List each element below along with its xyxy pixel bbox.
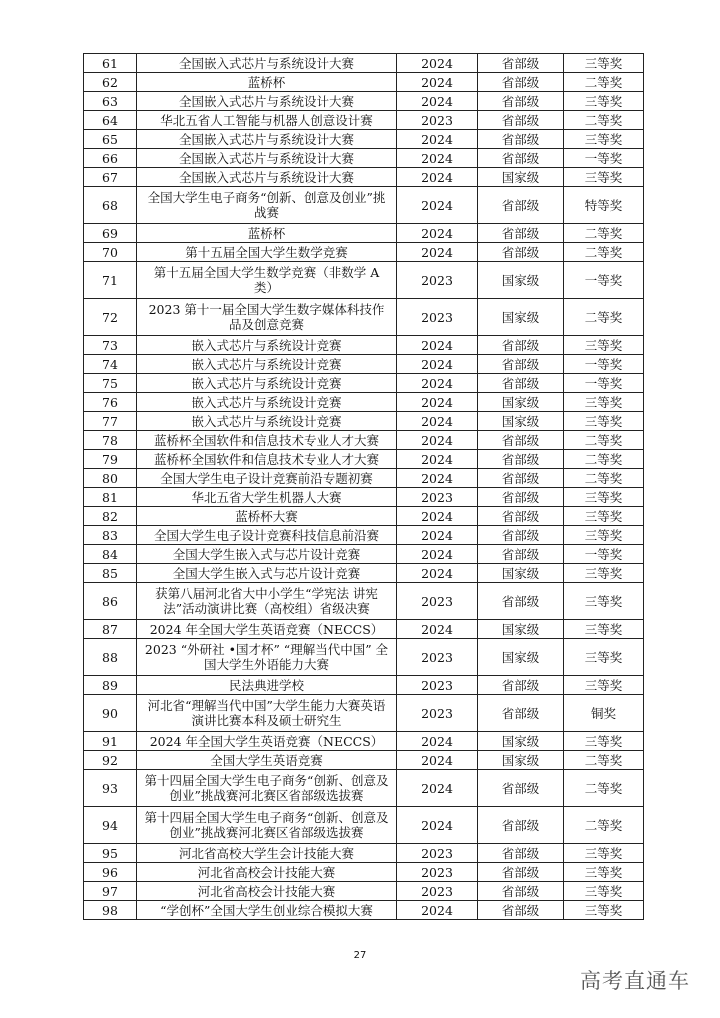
- row-number-cell: 88: [84, 639, 137, 676]
- table-row: [84, 770, 644, 807]
- level-cell: 省部级: [478, 844, 564, 863]
- competition-name-cell: 蓝桥杯: [137, 224, 397, 243]
- award-cell: 三等奖: [564, 620, 644, 639]
- level-cell: 省部级: [478, 583, 564, 620]
- year-cell: 2024: [397, 374, 478, 393]
- award-cell: 三等奖: [564, 336, 644, 355]
- level-cell: 国家级: [478, 639, 564, 676]
- awards-table-body: [84, 54, 644, 920]
- level-cell: 省部级: [478, 54, 564, 73]
- competition-name-cell: 第十四届全国大学生电子商务“创新、创意及创业”挑战赛河北赛区省部级选拔赛: [137, 770, 397, 807]
- competition-name-cell: 2023 第十一届全国大学生数字媒体科技作品及创意竞赛: [137, 299, 397, 336]
- year-cell: 2023: [397, 695, 478, 732]
- level-cell: 国家级: [478, 412, 564, 431]
- competition-name-cell: 全国大学生电子设计竞赛科技信息前沿赛: [137, 526, 397, 545]
- award-cell: 三等奖: [564, 92, 644, 111]
- year-cell: 2024: [397, 130, 478, 149]
- table-row: [84, 469, 644, 488]
- competition-name-cell: 全国大学生电子设计竞赛前沿专题初赛: [137, 469, 397, 488]
- year-cell: 2023: [397, 262, 478, 299]
- award-cell: 二等奖: [564, 751, 644, 770]
- table-row: [84, 676, 644, 695]
- row-number-cell: 71: [84, 262, 137, 299]
- row-number-cell: 87: [84, 620, 137, 639]
- level-cell: 省部级: [478, 469, 564, 488]
- award-cell: 三等奖: [564, 732, 644, 751]
- year-cell: 2024: [397, 770, 478, 807]
- table-row: [84, 111, 644, 130]
- row-number-cell: 95: [84, 844, 137, 863]
- competition-name-cell: 2024 年全国大学生英语竞赛（NECCS）: [137, 620, 397, 639]
- row-number-cell: 97: [84, 882, 137, 901]
- award-cell: 二等奖: [564, 224, 644, 243]
- level-cell: 省部级: [478, 130, 564, 149]
- year-cell: 2024: [397, 564, 478, 583]
- year-cell: 2024: [397, 507, 478, 526]
- table-row: [84, 336, 644, 355]
- award-cell: 三等奖: [564, 564, 644, 583]
- level-cell: 省部级: [478, 676, 564, 695]
- year-cell: 2024: [397, 224, 478, 243]
- award-cell: 三等奖: [564, 901, 644, 920]
- year-cell: 2023: [397, 639, 478, 676]
- row-number-cell: 65: [84, 130, 137, 149]
- level-cell: 省部级: [478, 355, 564, 374]
- level-cell: 省部级: [478, 488, 564, 507]
- table-row: [84, 262, 644, 299]
- level-cell: 省部级: [478, 224, 564, 243]
- level-cell: 省部级: [478, 73, 564, 92]
- row-number-cell: 93: [84, 770, 137, 807]
- level-cell: 省部级: [478, 243, 564, 262]
- table-row: [84, 355, 644, 374]
- competition-name-cell: 河北省高校会计技能大赛: [137, 882, 397, 901]
- level-cell: 国家级: [478, 732, 564, 751]
- table-row: [84, 507, 644, 526]
- award-cell: 特等奖: [564, 187, 644, 224]
- level-cell: 省部级: [478, 187, 564, 224]
- competition-name-cell: 第十四届全国大学生电子商务“创新、创意及创业”挑战赛河北赛区省部级选拔赛: [137, 807, 397, 844]
- row-number-cell: 73: [84, 336, 137, 355]
- award-cell: 一等奖: [564, 545, 644, 564]
- row-number-cell: 66: [84, 149, 137, 168]
- competition-name-cell: 嵌入式芯片与系统设计竞赛: [137, 412, 397, 431]
- table-row: [84, 732, 644, 751]
- table-row: [84, 583, 644, 620]
- table-row: [84, 620, 644, 639]
- competition-name-cell: 全国大学生英语竞赛: [137, 751, 397, 770]
- award-cell: 一等奖: [564, 374, 644, 393]
- level-cell: 省部级: [478, 545, 564, 564]
- competition-name-cell: 全国大学生嵌入式与芯片设计竞赛: [137, 564, 397, 583]
- award-cell: 三等奖: [564, 54, 644, 73]
- competition-name-cell: 蓝桥杯大赛: [137, 507, 397, 526]
- table-row: [84, 92, 644, 111]
- row-number-cell: 61: [84, 54, 137, 73]
- row-number-cell: 62: [84, 73, 137, 92]
- row-number-cell: 86: [84, 583, 137, 620]
- table-row: [84, 807, 644, 844]
- competition-name-cell: 华北五省大学生机器人大赛: [137, 488, 397, 507]
- award-cell: 三等奖: [564, 882, 644, 901]
- level-cell: 国家级: [478, 393, 564, 412]
- level-cell: 国家级: [478, 168, 564, 187]
- competition-name-cell: 全国嵌入式芯片与系统设计大赛: [137, 168, 397, 187]
- level-cell: 省部级: [478, 111, 564, 130]
- table-row: [84, 73, 644, 92]
- competition-name-cell: 嵌入式芯片与系统设计竞赛: [137, 374, 397, 393]
- award-cell: 三等奖: [564, 412, 644, 431]
- year-cell: 2024: [397, 355, 478, 374]
- award-cell: 一等奖: [564, 355, 644, 374]
- table-row: [84, 639, 644, 676]
- row-number-cell: 75: [84, 374, 137, 393]
- year-cell: 2023: [397, 676, 478, 695]
- competition-name-cell: 蓝桥杯全国软件和信息技术专业人才大赛: [137, 450, 397, 469]
- award-cell: 二等奖: [564, 450, 644, 469]
- row-number-cell: 98: [84, 901, 137, 920]
- level-cell: 省部级: [478, 431, 564, 450]
- level-cell: 省部级: [478, 882, 564, 901]
- year-cell: 2024: [397, 545, 478, 564]
- competition-name-cell: 第十五届全国大学生数学竞赛: [137, 243, 397, 262]
- row-number-cell: 81: [84, 488, 137, 507]
- row-number-cell: 82: [84, 507, 137, 526]
- year-cell: 2024: [397, 620, 478, 639]
- table-row: [84, 882, 644, 901]
- table-row: [84, 431, 644, 450]
- level-cell: 省部级: [478, 336, 564, 355]
- year-cell: 2024: [397, 469, 478, 488]
- award-cell: 一等奖: [564, 262, 644, 299]
- row-number-cell: 76: [84, 393, 137, 412]
- table-row: [84, 149, 644, 168]
- year-cell: 2023: [397, 882, 478, 901]
- year-cell: 2024: [397, 336, 478, 355]
- level-cell: 省部级: [478, 450, 564, 469]
- year-cell: 2024: [397, 450, 478, 469]
- table-row: [84, 374, 644, 393]
- row-number-cell: 84: [84, 545, 137, 564]
- row-number-cell: 78: [84, 431, 137, 450]
- level-cell: 省部级: [478, 863, 564, 882]
- competition-name-cell: 全国大学生嵌入式与芯片设计竞赛: [137, 545, 397, 564]
- watermark-logo-text: 高考直通车: [580, 969, 690, 993]
- year-cell: 2024: [397, 168, 478, 187]
- row-number-cell: 64: [84, 111, 137, 130]
- year-cell: 2023: [397, 488, 478, 507]
- row-number-cell: 94: [84, 807, 137, 844]
- row-number-cell: 85: [84, 564, 137, 583]
- table-row: [84, 901, 644, 920]
- year-cell: 2023: [397, 583, 478, 620]
- level-cell: 省部级: [478, 695, 564, 732]
- table-row: [84, 844, 644, 863]
- year-cell: 2024: [397, 431, 478, 450]
- table-row: [84, 564, 644, 583]
- row-number-cell: 70: [84, 243, 137, 262]
- award-cell: 三等奖: [564, 168, 644, 187]
- award-cell: 三等奖: [564, 130, 644, 149]
- level-cell: 省部级: [478, 374, 564, 393]
- year-cell: 2023: [397, 844, 478, 863]
- row-number-cell: 96: [84, 863, 137, 882]
- year-cell: 2024: [397, 393, 478, 412]
- table-row: [84, 187, 644, 224]
- table-row: [84, 863, 644, 882]
- table-row: [84, 130, 644, 149]
- award-cell: 三等奖: [564, 488, 644, 507]
- award-cell: 三等奖: [564, 526, 644, 545]
- award-cell: 铜奖: [564, 695, 644, 732]
- year-cell: 2024: [397, 92, 478, 111]
- year-cell: 2024: [397, 149, 478, 168]
- competition-name-cell: 全国嵌入式芯片与系统设计大赛: [137, 149, 397, 168]
- awards-table: [83, 53, 644, 920]
- competition-name-cell: 全国大学生电子商务“创新、创意及创业”挑战赛: [137, 187, 397, 224]
- competition-name-cell: 蓝桥杯: [137, 73, 397, 92]
- table-row: [84, 412, 644, 431]
- competition-name-cell: 第十五届全国大学生数学竞赛（非数学 A 类）: [137, 262, 397, 299]
- level-cell: 国家级: [478, 262, 564, 299]
- award-cell: 三等奖: [564, 676, 644, 695]
- level-cell: 省部级: [478, 807, 564, 844]
- level-cell: 国家级: [478, 620, 564, 639]
- table-row: [84, 526, 644, 545]
- table-row: [84, 168, 644, 187]
- year-cell: 2024: [397, 187, 478, 224]
- level-cell: 省部级: [478, 92, 564, 111]
- competition-name-cell: 2023 “外研社 •国才杯” “理解当代中国” 全国大学生外语能力大赛: [137, 639, 397, 676]
- year-cell: 2024: [397, 901, 478, 920]
- competition-name-cell: “学创杯”全国大学生创业综合模拟大赛: [137, 901, 397, 920]
- row-number-cell: 80: [84, 469, 137, 488]
- year-cell: 2023: [397, 863, 478, 882]
- row-number-cell: 77: [84, 412, 137, 431]
- year-cell: 2024: [397, 807, 478, 844]
- year-cell: 2024: [397, 73, 478, 92]
- award-cell: 二等奖: [564, 807, 644, 844]
- row-number-cell: 69: [84, 224, 137, 243]
- award-cell: 三等奖: [564, 507, 644, 526]
- competition-name-cell: 全国嵌入式芯片与系统设计大赛: [137, 130, 397, 149]
- competition-name-cell: 嵌入式芯片与系统设计竞赛: [137, 355, 397, 374]
- year-cell: 2024: [397, 243, 478, 262]
- year-cell: 2024: [397, 526, 478, 545]
- row-number-cell: 90: [84, 695, 137, 732]
- table-row: [84, 695, 644, 732]
- row-number-cell: 68: [84, 187, 137, 224]
- award-cell: 二等奖: [564, 299, 644, 336]
- competition-name-cell: 全国嵌入式芯片与系统设计大赛: [137, 92, 397, 111]
- row-number-cell: 89: [84, 676, 137, 695]
- table-row: [84, 545, 644, 564]
- competition-name-cell: 华北五省人工智能与机器人创意设计赛: [137, 111, 397, 130]
- row-number-cell: 72: [84, 299, 137, 336]
- level-cell: 国家级: [478, 564, 564, 583]
- competition-name-cell: 嵌入式芯片与系统设计竞赛: [137, 393, 397, 412]
- year-cell: 2024: [397, 732, 478, 751]
- award-cell: 二等奖: [564, 243, 644, 262]
- table-row: [84, 224, 644, 243]
- competition-name-cell: 全国嵌入式芯片与系统设计大赛: [137, 54, 397, 73]
- level-cell: 省部级: [478, 149, 564, 168]
- row-number-cell: 79: [84, 450, 137, 469]
- competition-name-cell: 嵌入式芯片与系统设计竞赛: [137, 336, 397, 355]
- competition-name-cell: 河北省高校会计技能大赛: [137, 863, 397, 882]
- level-cell: 省部级: [478, 507, 564, 526]
- table-row: [84, 243, 644, 262]
- level-cell: 国家级: [478, 299, 564, 336]
- competition-name-cell: 获第八届河北省大中小学生“学宪法 讲宪法”活动演讲比赛（高校组）省级决赛: [137, 583, 397, 620]
- competition-name-cell: 蓝桥杯全国软件和信息技术专业人才大赛: [137, 431, 397, 450]
- award-cell: 三等奖: [564, 583, 644, 620]
- award-cell: 二等奖: [564, 73, 644, 92]
- row-number-cell: 63: [84, 92, 137, 111]
- page-number: 27: [353, 950, 367, 961]
- award-cell: 二等奖: [564, 469, 644, 488]
- award-cell: 三等奖: [564, 844, 644, 863]
- table-row: [84, 450, 644, 469]
- year-cell: 2024: [397, 412, 478, 431]
- row-number-cell: 91: [84, 732, 137, 751]
- award-cell: 三等奖: [564, 863, 644, 882]
- table-row: [84, 299, 644, 336]
- year-cell: 2024: [397, 54, 478, 73]
- award-cell: 二等奖: [564, 770, 644, 807]
- award-cell: 二等奖: [564, 431, 644, 450]
- row-number-cell: 83: [84, 526, 137, 545]
- award-cell: 二等奖: [564, 111, 644, 130]
- award-cell: 三等奖: [564, 393, 644, 412]
- level-cell: 省部级: [478, 901, 564, 920]
- competition-name-cell: 民法典进学校: [137, 676, 397, 695]
- level-cell: 国家级: [478, 751, 564, 770]
- award-cell: 一等奖: [564, 149, 644, 168]
- row-number-cell: 67: [84, 168, 137, 187]
- year-cell: 2023: [397, 111, 478, 130]
- level-cell: 省部级: [478, 526, 564, 545]
- table-row: [84, 751, 644, 770]
- competition-name-cell: 2024 年全国大学生英语竞赛（NECCS）: [137, 732, 397, 751]
- competition-name-cell: 河北省“理解当代中国”大学生能力大赛英语演讲比赛本科及硕士研究生: [137, 695, 397, 732]
- level-cell: 省部级: [478, 770, 564, 807]
- award-cell: 三等奖: [564, 639, 644, 676]
- year-cell: 2024: [397, 751, 478, 770]
- row-number-cell: 74: [84, 355, 137, 374]
- table-row: [84, 393, 644, 412]
- table-row: [84, 488, 644, 507]
- year-cell: 2023: [397, 299, 478, 336]
- table-row: [84, 54, 644, 73]
- row-number-cell: 92: [84, 751, 137, 770]
- competition-name-cell: 河北省高校大学生会计技能大赛: [137, 844, 397, 863]
